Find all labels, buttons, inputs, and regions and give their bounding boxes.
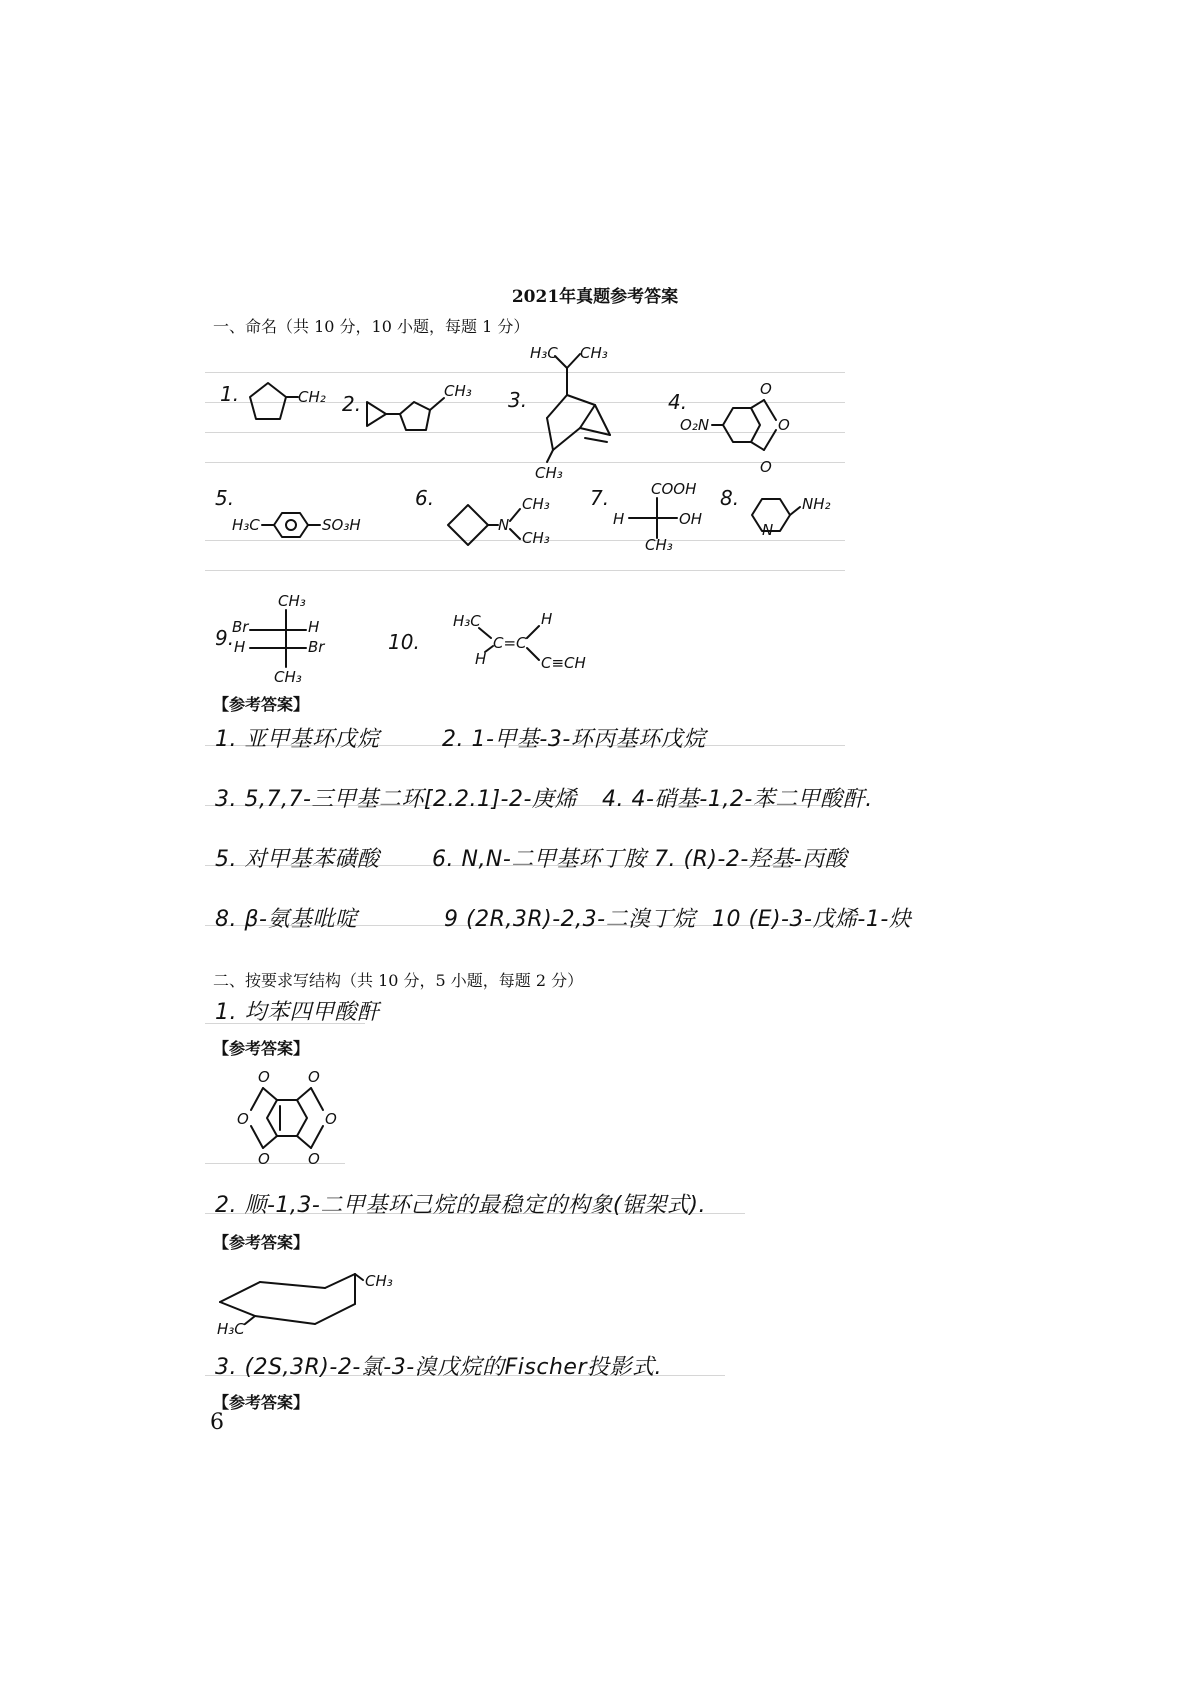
q5-label-b: SO₃H xyxy=(322,516,361,534)
q10-number: 10. xyxy=(388,630,420,654)
q3-label-c: CH₃ xyxy=(535,464,563,480)
q2-label: CH₃ xyxy=(444,382,472,400)
q10-label-d: H xyxy=(541,610,553,628)
section2-q3-answer-tag: 【参考答案】 xyxy=(213,1393,310,1412)
q9-label-c: H xyxy=(234,638,246,656)
answer-5: 5. 对甲基苯磺酸 xyxy=(215,847,380,872)
q2-structure xyxy=(362,372,482,442)
q1-label-o6: O xyxy=(308,1150,320,1168)
q10-label-e: C≡CH xyxy=(541,654,586,672)
q10-structure xyxy=(445,606,605,676)
q3-label-a: H₃C xyxy=(530,344,558,362)
q3-structure xyxy=(525,340,645,480)
q10-label-a: H₃C xyxy=(453,612,481,630)
section2-q2: 2. 顺-1,3-二甲基环己烷的最稳定的构象(锯架式). xyxy=(215,1193,707,1218)
section2-q1-answer-tag: 【参考答案】 xyxy=(213,1039,310,1058)
q1-label-o4: O xyxy=(325,1110,337,1128)
answer-4: 4. 4-硝基-1,2-苯二甲酸酐. xyxy=(602,787,873,812)
q10-label-b: H xyxy=(475,650,487,668)
q4-structure xyxy=(678,380,818,480)
page-title: 2021年真题参考答案 xyxy=(511,287,679,307)
q8-structure xyxy=(742,485,852,545)
section2-q2-answer-tag: 【参考答案】 xyxy=(213,1233,310,1252)
q1-label-o1: O xyxy=(258,1070,270,1086)
q4-label-o1: O xyxy=(760,380,772,398)
answer-10: 10 (E)-3-戊烯-1-炔 xyxy=(712,907,912,932)
q2-label-b: H₃C xyxy=(217,1320,245,1338)
q9-label-f: CH₃ xyxy=(274,668,302,686)
q6-label-b: CH₃ xyxy=(522,495,550,513)
q1-number: 1. xyxy=(220,382,240,406)
cyclohexane-chair-structure xyxy=(215,1268,395,1338)
q1-label-o5: O xyxy=(258,1150,270,1168)
answer-9: 9 (2R,3R)-2,3-二溴丁烷 xyxy=(444,907,696,932)
answer-tag: 【参考答案】 xyxy=(213,695,310,714)
q9-label-b: Br xyxy=(232,618,249,636)
q9-label-d: H xyxy=(308,618,320,636)
q2-label-a: CH₃ xyxy=(365,1272,393,1290)
q6-number: 6. xyxy=(415,486,435,510)
q7-label-d: CH₃ xyxy=(645,536,673,550)
answer-8: 8. β-氨基吡啶 xyxy=(215,907,358,932)
q6-label-c: CH₃ xyxy=(522,529,550,547)
q1-label-o2: O xyxy=(308,1070,320,1086)
q5-label-a: H₃C xyxy=(232,516,260,534)
q10-label-c: C=C xyxy=(493,634,527,652)
page-number: 6 xyxy=(210,1410,224,1435)
rule-line xyxy=(205,570,845,571)
answer-3: 3. 5,7,7-三甲基二环[2.2.1]-2-庚烯 xyxy=(215,787,577,812)
answer-2: 2. 1-甲基-3-环丙基环戊烷 xyxy=(442,727,706,752)
q8-number: 8. xyxy=(720,486,740,510)
q8-label-a: N xyxy=(762,521,774,539)
q8-label-b: NH₂ xyxy=(802,495,831,513)
q9-label-e: Br xyxy=(308,638,325,656)
answer-6: 6. N,N-二甲基环丁胺 xyxy=(432,847,647,872)
q7-label-c: OH xyxy=(679,510,703,528)
answer-7: 7. (R)-2-羟基-丙酸 xyxy=(654,847,848,872)
q4-label-o3: O xyxy=(760,458,772,476)
section2-q1: 1. 均苯四甲酸酐 xyxy=(215,1000,380,1025)
q9-number: 9. xyxy=(215,626,235,650)
q6-structure xyxy=(438,485,568,555)
q1-structure xyxy=(240,375,330,435)
q4-label-o2: O xyxy=(778,416,790,434)
q4-label-a: O₂N xyxy=(680,416,710,434)
q5-structure xyxy=(230,505,380,545)
q9-structure xyxy=(230,592,330,687)
q7-label-a: COOH xyxy=(651,480,697,498)
q7-label-b: H xyxy=(613,510,625,528)
q3-label-b: CH₃ xyxy=(580,344,608,362)
q3-number: 3. xyxy=(508,388,528,412)
q2-number: 2. xyxy=(342,392,362,416)
answer-1: 1. 亚甲基环戊烷 xyxy=(215,727,380,752)
section2-q3: 3. (2S,3R)-2-氯-3-溴戊烷的Fischer投影式. xyxy=(215,1355,662,1380)
q1-label-o3: O xyxy=(237,1110,249,1128)
q5-number: 5. xyxy=(215,486,235,510)
section1-heading: 一、命名（共 10 分，10 小题，每题 1 分） xyxy=(213,317,530,336)
q1-label: CH₂ xyxy=(298,388,326,406)
section2-heading: 二、按要求写结构（共 10 分，5 小题，每题 2 分） xyxy=(213,971,584,990)
q7-structure xyxy=(605,480,705,550)
q9-label-a: CH₃ xyxy=(278,592,306,610)
q6-label-a: N xyxy=(498,516,510,534)
q4-number: 4. xyxy=(668,390,688,414)
pyromellitic-dianhydride-structure xyxy=(225,1070,355,1170)
q7-number: 7. xyxy=(590,486,610,510)
